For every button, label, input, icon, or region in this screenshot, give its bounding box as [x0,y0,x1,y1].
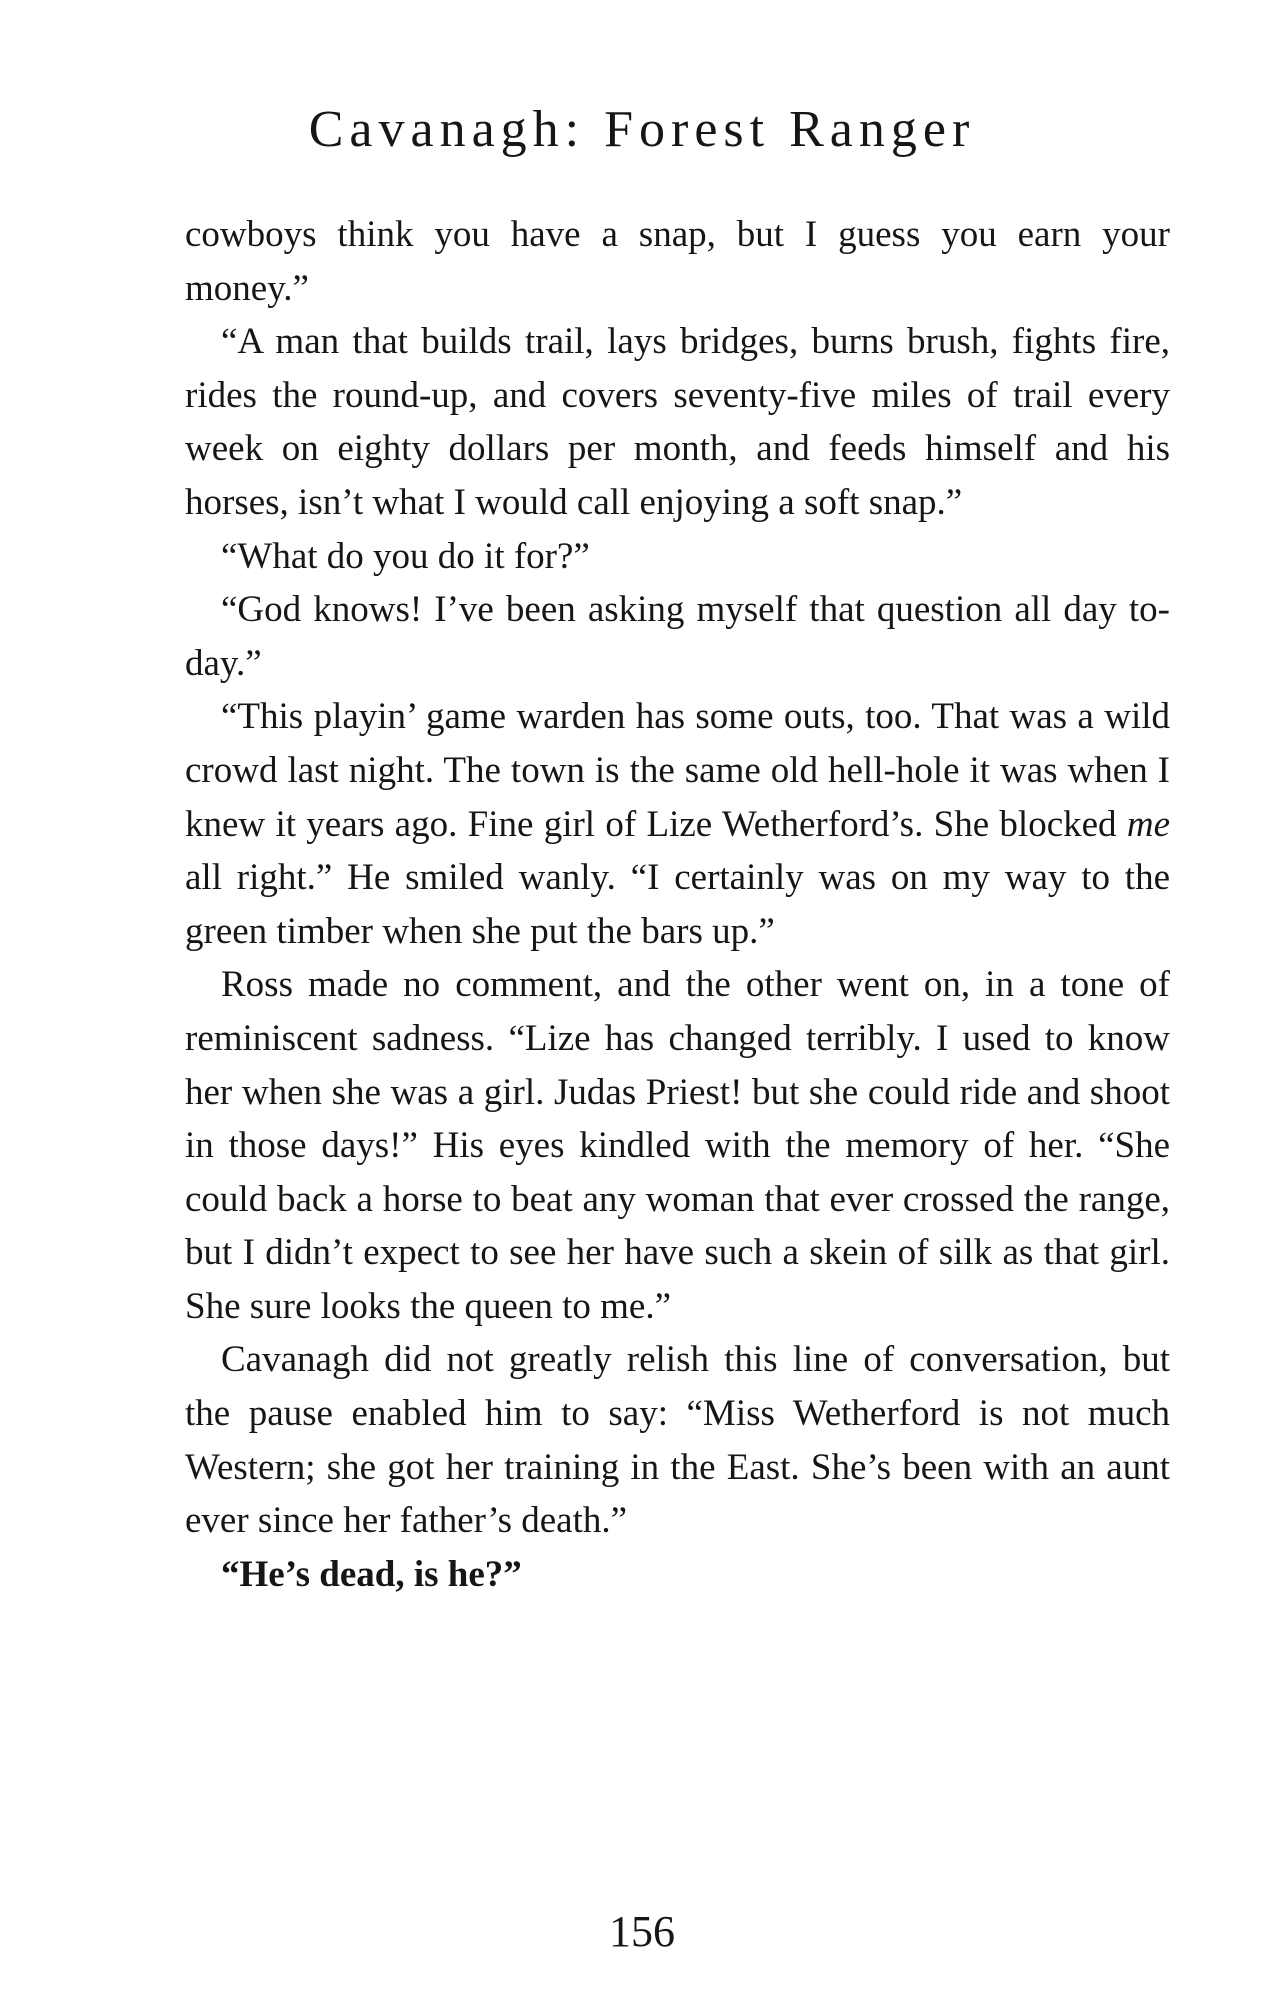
paragraph: Ross made no comment, and the other went on, in a tone of reminiscent sadness. “Lize has changed terribly. I used to know her when she was a girl. Judas Priest! but she could ride and shoot in those days!” His eyes kindled with the memory of her. “She could back a horse to beat any woman that ever crossed the range, but I didn’t expect to see her have such a skein of silk as that girl. She sure looks the queen to me.” [185,964,1170,1327]
paragraph: “He’s dead, is he?” [221,1553,522,1595]
page-number: 156 [609,1907,675,1956]
paragraph: “A man that builds trail, lays bridges, burns brush, fights fire, rides the round-up, and covers seventy-five miles of trail every week on eighty dollars per month, and feeds himself and his horses, isn’t what I would call enjoying a soft snap.” [185,321,1170,523]
paragraph: “This playin’ game warden has some outs, too. That was a wild crowd last night. The town is the same old hell-hole it was when I knew it years ago. Fine girl of Lize Wetherford’s. She blocked me all right.” He smiled wanly. “I certainly was on my way to the green timber when she put the bars up.” [185,696,1170,952]
running-head-title: Cavanagh: Forest Ranger [308,101,976,158]
paragraph: cowboys think you have a snap, but I guess you earn your money.” [185,214,1170,309]
paragraph: Cavanagh did not greatly relish this line of conversation, but the pause enabled him to say: “Miss Wetherford is not much Western; she got her training in the East. She’s been with an aunt ever since her father’s death.” [185,1339,1170,1542]
body-text [185,208,1170,1601]
paragraph: “God knows! I’ve been asking myself that question all day to-day.” [185,589,1170,684]
emphasis: me [1126,803,1170,845]
paragraph: “What do you do it for?” [221,535,590,577]
